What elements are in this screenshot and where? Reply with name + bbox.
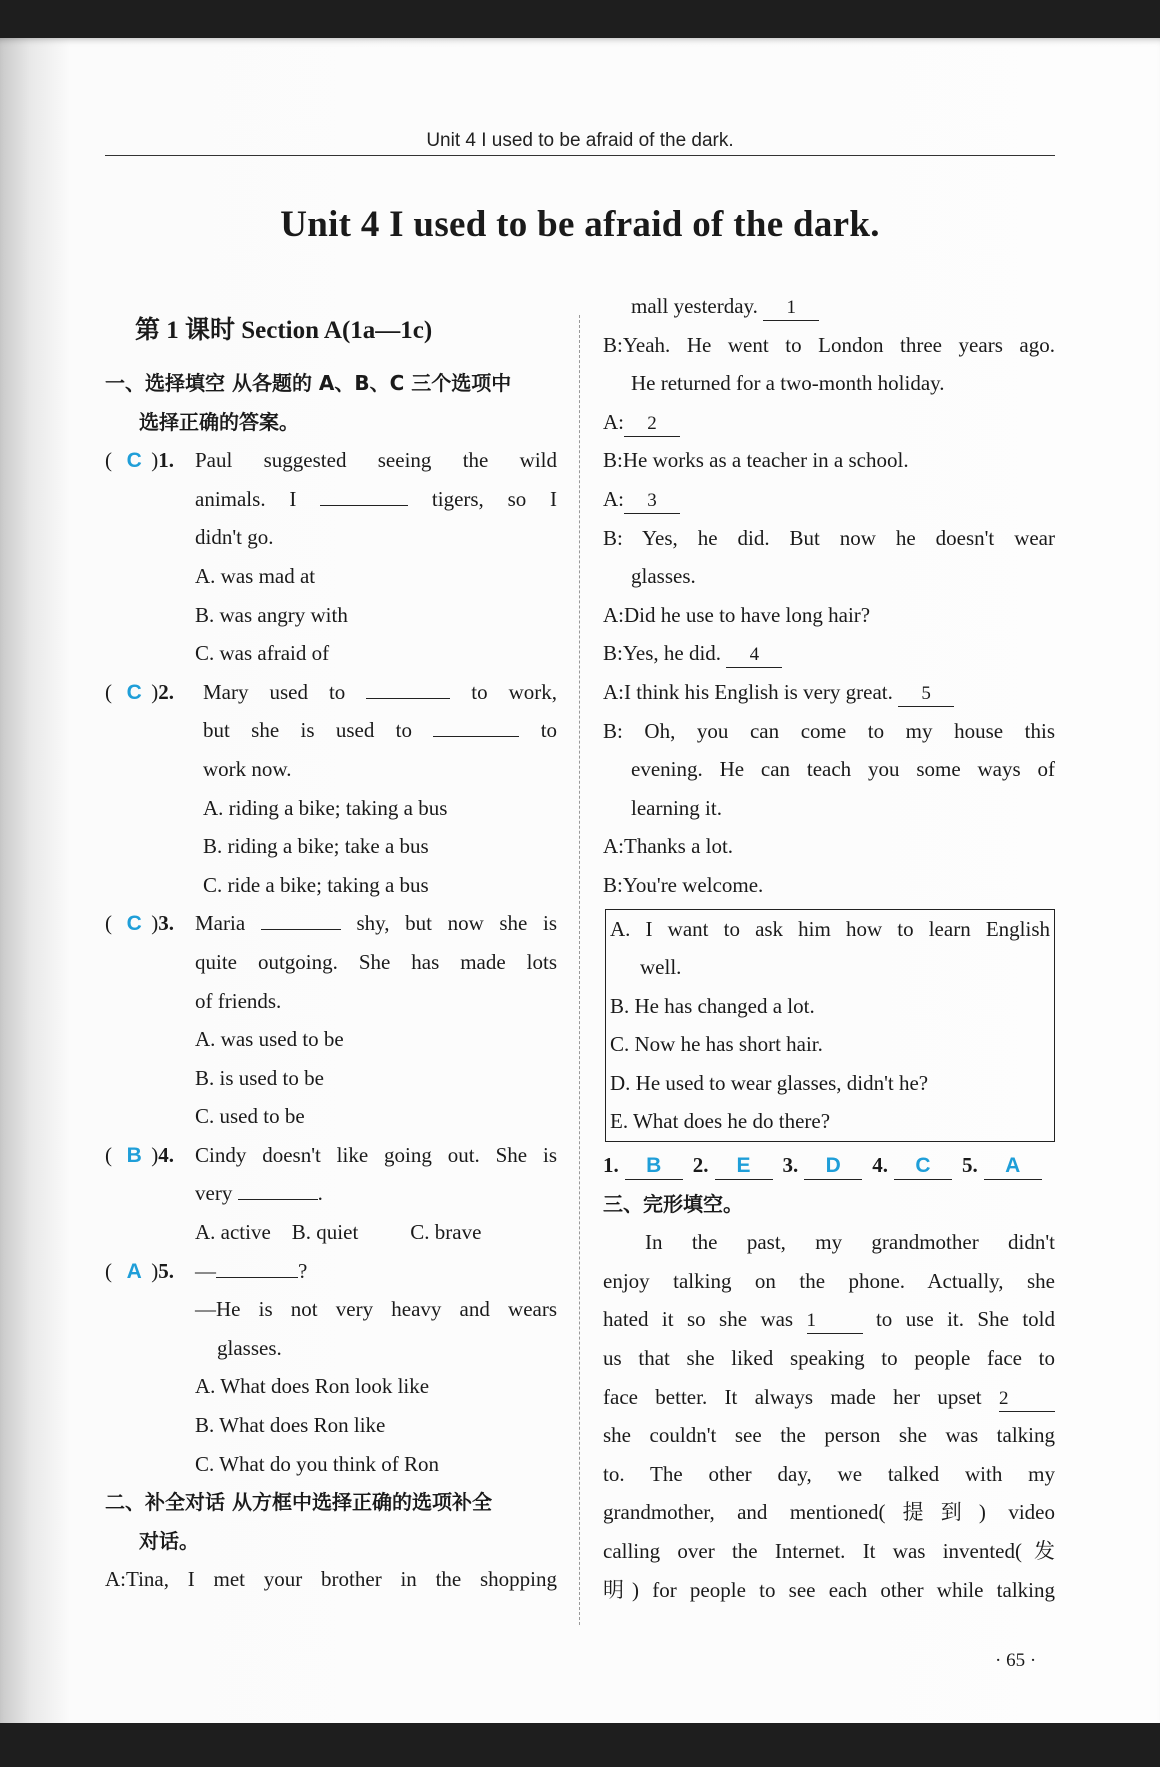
dialogue-line: B:Yes, he did. 4 (603, 634, 1055, 673)
question-2 (105, 673, 557, 905)
passage-line: grandmother, and mentioned(提到) video (603, 1500, 1055, 1525)
dialogue-line: A:Thanks a lot. (603, 834, 734, 859)
question-text: work now. (203, 756, 292, 781)
box-option: C. Now he has short hair. (610, 1032, 823, 1057)
numbered-blank: 1 (807, 1309, 863, 1334)
numbered-blank: 2 (624, 412, 680, 437)
question-text: very . (195, 1181, 323, 1206)
question-text: glasses. (217, 1335, 282, 1360)
answer-cell: 1. B (603, 1146, 683, 1185)
answer-cell: 3. D (783, 1146, 863, 1185)
answer-bracket: ( C )2. (105, 673, 203, 905)
question-number: 3. (158, 911, 174, 936)
answer-blank (320, 485, 408, 506)
answer-cell: 2. E (693, 1146, 773, 1185)
dialogue-line: B:You're welcome. (603, 872, 764, 897)
question-text: quite outgoing. She has made lots (195, 949, 557, 974)
dialogue-line: B: Yes, he did. But now he doesn't wear (603, 525, 1055, 550)
answer-blank (261, 909, 341, 930)
question-text: —He is not very heavy and wears (195, 1297, 557, 1322)
answer-fill: C (894, 1153, 952, 1180)
question-text: Paul suggested seeing the wild (195, 448, 557, 473)
question-text: Mary used to to work, (203, 679, 557, 704)
question-text: — ? (195, 1258, 308, 1283)
dialogue-line: B: Oh, you can come to my house this (603, 718, 1055, 743)
answer-letter: A (126, 1259, 142, 1283)
answer-bracket: ( A )5. (105, 1252, 195, 1484)
answer-blank (433, 716, 519, 737)
box-option: B. He has changed a lot. (610, 993, 815, 1018)
dialogue-line: A:Tina, I met your brother in the shopping (105, 1567, 557, 1592)
answer-blank (216, 1257, 298, 1278)
option: B. is used to be (195, 1065, 324, 1090)
question-text: animals. I tigers, so I (195, 486, 558, 511)
right-column (603, 287, 1055, 1609)
option: B. quiet (291, 1220, 359, 1245)
question-text: but she is used to to (203, 718, 558, 743)
answer-cell: 4. C (872, 1146, 952, 1185)
box-option-cont: well. (640, 955, 682, 980)
answer-letter: B (126, 1143, 142, 1167)
question-4 (105, 1136, 557, 1252)
dialogue-line: A: 3 (603, 480, 1055, 519)
answer-bracket: ( C )1. (105, 441, 195, 673)
question-number: 1. (158, 448, 174, 473)
question-text: Cindy doesn't like going out. She is (195, 1142, 557, 1167)
passage-line: In the past, my grandmother didn't (645, 1230, 1055, 1255)
running-header: Unit 4 I used to be afraid of the dark. (426, 130, 734, 151)
option: C. used to be (195, 1104, 305, 1129)
option: C. brave (410, 1220, 482, 1245)
question-5 (105, 1252, 557, 1484)
answer-fill: E (715, 1153, 773, 1180)
answer-row (603, 1146, 1055, 1185)
box-option: D. He used to wear glasses, didn't he? (610, 1070, 929, 1095)
question-number: 4. (158, 1142, 174, 1167)
passage-line: calling over the Internet. It was invented(发 (603, 1539, 1055, 1563)
answer-letter: C (126, 680, 142, 704)
numbered-blank: 1 (763, 296, 819, 321)
option: B. riding a bike; take a bus (203, 834, 429, 859)
page-number: · 65 · (995, 1650, 1037, 1671)
header-rule (105, 155, 1055, 156)
option: A. was used to be (195, 1027, 344, 1052)
dialogue-line: B:Yeah. He went to London three years ago. (603, 332, 1055, 357)
column-divider (579, 315, 580, 1625)
numbered-blank: 5 (898, 682, 954, 707)
answer-fill: A (984, 1153, 1042, 1180)
lesson-title: 第 1 课时 Section A(1a—1c) (135, 317, 433, 344)
option: B. What does Ron like (195, 1413, 386, 1438)
passage-line: to. The other day, we talked with my (603, 1461, 1055, 1486)
option: A. active (195, 1220, 271, 1245)
box-option: A. I want to ask him how to learn English (610, 916, 1050, 941)
passage-line: face better. It always made her upset 2 (603, 1378, 1055, 1417)
answer-bracket: ( C )3. (105, 904, 195, 1136)
numbered-blank: 3 (624, 489, 680, 514)
answer-fill: D (804, 1153, 862, 1180)
options-box (605, 909, 1055, 1143)
dialogue-line: mall yesterday. 1 (603, 287, 1055, 326)
passage-line: hated it so she was 1 to use it. She told (603, 1300, 1055, 1339)
section1-heading-cont: 选择正确的答案。 (139, 409, 299, 434)
numbered-blank: 4 (726, 643, 782, 668)
options-row (195, 1213, 557, 1252)
option: A. was mad at (195, 563, 316, 588)
option: C. What do you think of Ron (195, 1451, 440, 1476)
dialogue-line: He returned for a two-month holiday. (631, 371, 945, 396)
option: B. was angry with (195, 602, 348, 627)
answer-blank (238, 1179, 318, 1200)
dialogue-line: A: 2 (603, 403, 1055, 442)
question-3 (105, 904, 557, 1136)
option: A. What does Ron look like (195, 1374, 430, 1399)
section2-heading: 二、补全对话 从方框中选择正确的选项补全 (105, 1490, 492, 1515)
question-number: 5. (158, 1258, 174, 1283)
option: C. was afraid of (195, 641, 330, 666)
section1-heading: 一、选择填空 从各题的 A、B、C 三个选项中 (105, 371, 512, 395)
answer-bracket: ( B )4. (105, 1136, 195, 1252)
question-text: didn't go. (195, 525, 274, 550)
passage-line: us that she liked speaking to people face to (603, 1346, 1055, 1371)
question-1 (105, 441, 557, 673)
page-title: Unit 4 I used to be afraid of the dark. (280, 204, 880, 245)
option: A. riding a bike; taking a bus (203, 795, 448, 820)
dialogue-line: learning it. (631, 795, 722, 820)
dialogue-line: glasses. (631, 564, 696, 589)
question-number: 2. (158, 679, 174, 704)
section3-heading: 三、完形填空。 (603, 1191, 743, 1216)
question-text: of friends. (195, 988, 282, 1013)
left-column (105, 306, 557, 1599)
dialogue-line: B:He works as a teacher in a school. (603, 448, 909, 473)
dialogue-line: A:Did he use to have long hair? (603, 602, 871, 627)
numbered-blank: 2 (999, 1387, 1055, 1412)
answer-letter: C (126, 912, 142, 936)
passage-line: 明) for people to see each other while talking (603, 1577, 1055, 1602)
dialogue-line: A:I think his English is very great. 5 (603, 673, 1055, 712)
answer-fill: B (625, 1153, 683, 1180)
answer-letter: C (126, 449, 142, 473)
section2-heading-cont: 对话。 (139, 1528, 199, 1553)
box-option: E. What does he do there? (610, 1109, 831, 1134)
dialogue-line: evening. He can teach you some ways of (631, 757, 1055, 782)
passage-line: enjoy talking on the phone. Actually, she (603, 1268, 1055, 1293)
option: C. ride a bike; taking a bus (203, 872, 429, 897)
answer-cell: 5. A (962, 1146, 1042, 1185)
answer-blank (366, 678, 450, 699)
page (0, 38, 1160, 1723)
question-text: Maria shy, but now she is (195, 911, 558, 936)
passage-line: she couldn't see the person she was talking (603, 1423, 1055, 1448)
